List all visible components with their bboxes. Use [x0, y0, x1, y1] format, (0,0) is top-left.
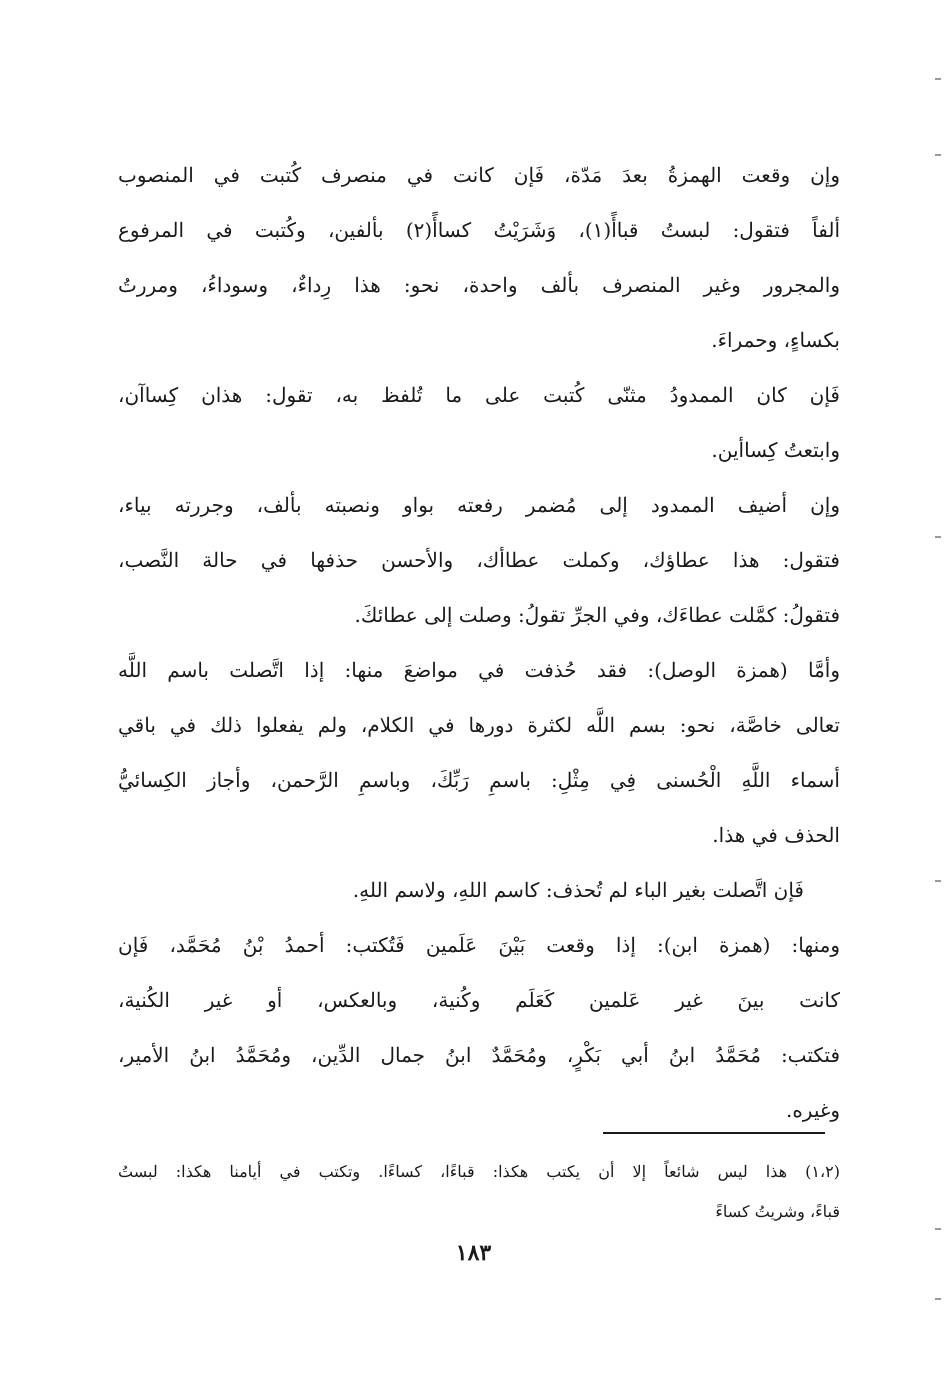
margin-mark: [935, 78, 941, 80]
footnote-line: قباءً، وشريتُ كساءً: [715, 1202, 840, 1221]
body-line: أسماء اللَّهِ الْحُسنى فِي مِثْلِ: باسمِ رَبِّكَ، وباسمِ الرَّحمن، وأجاز الكِسائيُّ: [118, 768, 840, 792]
body-line: وإن وقعت الهمزةُ بعدَ مَدّة، فَإن كانت في منصرف كُتبت في المنصوب: [118, 163, 840, 187]
body-line: وأمَّا (همزة الوصل): فقد حُذفت في مواضعَ منها: إذا اتَّصلت باسم اللَّه: [118, 658, 840, 682]
body-line: فتكتب: مُحَمَّدُ ابنُ أبي بَكْرٍ، ومُحَمَّدٌ ابنُ جمال الدِّين، ومُحَمَّدُ ابنُ الأمير،: [118, 1043, 840, 1067]
margin-mark: [935, 1298, 941, 1300]
footnote-line: (١،٢) هذا ليس شائعاً إلا أن يكتب هكذا: قباءًا، كساءًا. وتكتب في أيامنا هكذا: لبستُ: [118, 1162, 840, 1181]
body-line: وإن أضيف الممدود إلى مُضمر رفعته بواو ونصبته بألف، وجررته بياء،: [118, 493, 840, 517]
body-line: فَإن اتَّصلت بغير الباء لم تُحذف: كاسم اللهِ، ولاسم اللهِ.: [352, 878, 804, 902]
margin-mark: [935, 154, 941, 156]
footnote-divider: [603, 1132, 825, 1134]
body-line: فتقول: هذا عطاؤك، وكملت عطاأك، والأحسن حذفها في حالة النَّصب،: [118, 548, 840, 572]
margin-mark: [935, 880, 941, 882]
body-line: الحذف في هذا.: [712, 823, 840, 847]
body-line: وغيره.: [785, 1098, 840, 1122]
footnotes: [118, 1152, 840, 1232]
body-line: ألفاً فتقول: لبستُ قباأً(١)، وَشَرَيْتُ كساأً(٢) بألفين، وكُتبت في المرفوع: [118, 218, 840, 242]
body-line: بكساءٍ، وحمراءَ.: [711, 328, 840, 352]
body-line: فتقولُ: كمَّلت عطاءَك، وفي الجرِّ تقولُ: وصلت إلى عطائكَ.: [354, 603, 840, 627]
body-line: والمجرور وغير المنصرف بألف واحدة، نحو: هذا رِداءٌ، وسوداءُ، ومررتُ: [118, 273, 840, 297]
page-number: ١٨٣: [455, 1240, 492, 1266]
body-line: كانت بينَ غير عَلمين كَعَلَم وكُنية، وبالعكس، أو غير الكُنية،: [118, 988, 840, 1012]
body-line: تعالى خاصَّة، نحو: بسم اللَّه لكثرة دورها في الكلام، ولم يفعلوا ذلك في باقي: [118, 713, 840, 737]
body-line: ومنها: (همزة ابن): إذا وقعت بَيْنَ عَلَمين فَتُكتب: أحمدُ بْنُ مُحَمَّد، فَإن: [118, 933, 840, 957]
body-text: [118, 148, 840, 1138]
margin-mark: [935, 536, 941, 538]
body-line: فَإن كان الممدودُ مثنّى كُتبت على ما تُلفظ به، تقول: هذان كِساآن،: [118, 383, 840, 407]
body-line: وابتعتُ كِساأين.: [711, 438, 840, 462]
margin-mark: [935, 1228, 941, 1230]
